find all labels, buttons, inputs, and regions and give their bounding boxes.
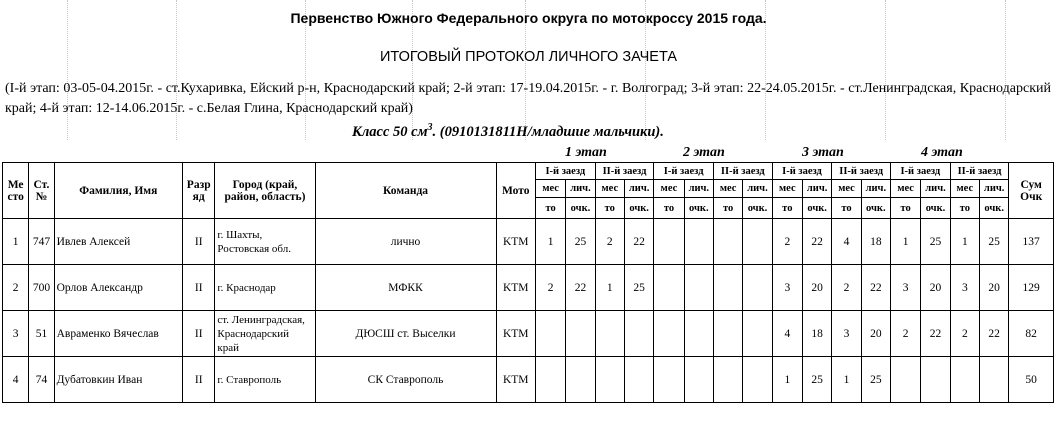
header-row — [3, 163, 1054, 180]
class-code: . (0910131811Н/младшие мальчики). — [432, 124, 664, 140]
stage-4-label: 4 этап — [921, 145, 963, 160]
to-header: то — [950, 198, 979, 219]
och-header: очк. — [921, 198, 950, 219]
stage3-heat2-header: II-й заезд — [832, 163, 891, 180]
lich-header: лич. — [921, 180, 950, 198]
och-header: очк. — [861, 198, 890, 219]
result-cell: 1 — [891, 219, 921, 265]
result-cell: 25 — [980, 219, 1009, 265]
result-cell — [595, 357, 624, 403]
results-table — [2, 162, 1054, 403]
och-header: очк. — [566, 198, 595, 219]
table-row — [3, 357, 1054, 403]
to-header: то — [832, 198, 861, 219]
result-cell: 2 — [772, 219, 802, 265]
lich-header: лич. — [684, 180, 713, 198]
table-row — [3, 265, 1054, 311]
page-title: Первенство Южного Федерального округа по мотокроссу 2015 года. — [290, 10, 767, 26]
mes-header: мес — [713, 180, 742, 198]
stage-1-label: 1 этап — [565, 145, 607, 160]
to-header: то — [595, 198, 624, 219]
result-cell — [595, 311, 624, 357]
mes-header: мес — [950, 180, 979, 198]
rank-cell: II — [183, 265, 215, 311]
table-row — [3, 219, 1054, 265]
result-cell — [713, 219, 742, 265]
result-cell — [624, 357, 653, 403]
number-cell: 747 — [29, 219, 54, 265]
result-cell — [891, 357, 921, 403]
result-cell: 20 — [980, 265, 1009, 311]
lich-header: лич. — [980, 180, 1009, 198]
class-name: Класс 50 см — [352, 124, 428, 140]
team-cell: МФКК — [315, 265, 496, 311]
result-cell — [624, 311, 653, 357]
rank-cell: II — [183, 219, 215, 265]
col-moto-header: Мото — [496, 163, 535, 219]
result-cell: 25 — [861, 357, 890, 403]
och-header: очк. — [743, 198, 772, 219]
result-cell — [713, 357, 742, 403]
result-cell — [684, 311, 713, 357]
och-header: очк. — [624, 198, 653, 219]
name-cell: Авраменко Вячеслав — [54, 311, 182, 357]
result-cell: 25 — [624, 265, 653, 311]
place-cell: 4 — [3, 357, 29, 403]
to-header: то — [891, 198, 921, 219]
result-cell: 2 — [832, 265, 861, 311]
result-cell: 4 — [772, 311, 802, 357]
result-cell: 20 — [921, 265, 950, 311]
result-cell: 18 — [861, 219, 890, 265]
result-cell — [566, 357, 595, 403]
to-header: то — [535, 198, 565, 219]
result-cell: 22 — [921, 311, 950, 357]
rank-cell: II — [183, 311, 215, 357]
result-cell: 3 — [772, 265, 802, 311]
col-sum-header: Сум Очк — [1009, 163, 1054, 219]
result-cell: 1 — [832, 357, 861, 403]
result-cell: 22 — [980, 311, 1009, 357]
protocol-title: ИТОГОВЫЙ ПРОТОКОЛ ЛИЧНОГО ЗАЧЕТА — [379, 49, 678, 65]
result-cell: 3 — [950, 265, 979, 311]
city-cell: г. Краснодар — [215, 265, 315, 311]
result-cell: 25 — [802, 357, 831, 403]
number-cell: 51 — [29, 311, 54, 357]
result-cell: 1 — [535, 219, 565, 265]
mes-header: мес — [595, 180, 624, 198]
result-cell: 4 — [832, 219, 861, 265]
col-city-header: Город (край, район, область) — [215, 163, 315, 219]
class-line — [352, 122, 664, 141]
rank-cell: II — [183, 357, 215, 403]
och-header: очк. — [980, 198, 1009, 219]
team-cell: СК Ставрополь — [315, 357, 496, 403]
name-cell: Орлов Александр — [54, 265, 182, 311]
moto-cell: KTM — [496, 357, 535, 403]
col-rank-header: Разр яд — [183, 163, 215, 219]
number-cell: 700 — [29, 265, 54, 311]
lich-header: лич. — [861, 180, 890, 198]
result-cell — [654, 357, 684, 403]
stage2-heat1-header: I-й заезд — [654, 163, 714, 180]
result-cell — [743, 311, 772, 357]
place-cell: 2 — [3, 265, 29, 311]
to-header: то — [772, 198, 802, 219]
sum-cell: 129 — [1009, 265, 1054, 311]
col-name-header: Фамилия, Имя — [54, 163, 182, 219]
mes-header: мес — [772, 180, 802, 198]
stage4-heat1-header: I-й заезд — [891, 163, 951, 180]
sum-cell: 82 — [1009, 311, 1054, 357]
stage4-heat2-header: II-й заезд — [950, 163, 1009, 180]
result-cell — [654, 265, 684, 311]
table-row — [3, 311, 1054, 357]
stage2-heat2-header: II-й заезд — [713, 163, 772, 180]
moto-cell: KTM — [496, 311, 535, 357]
city-cell: ст. Ленинградская, Краснодарский край — [215, 311, 315, 357]
result-cell — [535, 311, 565, 357]
class-superscript: 3 — [427, 122, 433, 133]
stage1-heat2-header: II-й заезд — [595, 163, 654, 180]
result-cell: 1 — [772, 357, 802, 403]
city-cell: г. Ставрополь — [215, 357, 315, 403]
result-cell — [743, 265, 772, 311]
lich-header: лич. — [566, 180, 595, 198]
result-cell — [654, 311, 684, 357]
result-cell: 22 — [624, 219, 653, 265]
result-cell: 1 — [595, 265, 624, 311]
result-cell: 2 — [595, 219, 624, 265]
lich-header: лич. — [743, 180, 772, 198]
name-cell: Дубатовкин Иван — [54, 357, 182, 403]
result-cell — [921, 357, 950, 403]
stage-3-label: 3 этап — [802, 145, 844, 160]
col-place-header: Ме сто — [3, 163, 29, 219]
stages-description: (I-й этап: 03-05-04.2015г. - ст.Кухаривка, Ейский р-н, Краснодарский край; 2-й этап: 17-19.04.2015г. - г. Волгоград; 3-й этап: 22-24.05.2015г. - ст.Ленинградская, Краснодарский край; 4-й этап: 12-14.06.2015г. - с.Белая Глина, Краснодарский край) — [5, 81, 1051, 116]
result-cell — [684, 265, 713, 311]
sum-cell: 50 — [1009, 357, 1054, 403]
result-cell: 18 — [802, 311, 831, 357]
result-cell — [713, 265, 742, 311]
result-cell — [743, 357, 772, 403]
result-cell: 20 — [861, 311, 890, 357]
result-cell: 22 — [566, 265, 595, 311]
team-cell: лично — [315, 219, 496, 265]
result-cell — [654, 219, 684, 265]
result-cell — [684, 219, 713, 265]
mes-header: мес — [535, 180, 565, 198]
result-cell — [566, 311, 595, 357]
mes-header: мес — [654, 180, 684, 198]
och-header: очк. — [802, 198, 831, 219]
result-cell: 3 — [832, 311, 861, 357]
result-cell: 22 — [802, 219, 831, 265]
name-cell: Ивлев Алексей — [54, 219, 182, 265]
result-cell: 25 — [921, 219, 950, 265]
result-cell: 2 — [535, 265, 565, 311]
result-cell: 22 — [861, 265, 890, 311]
place-cell: 1 — [3, 219, 29, 265]
mes-header: мес — [891, 180, 921, 198]
team-cell: ДЮСШ ст. Выселки — [315, 311, 496, 357]
sum-cell: 137 — [1009, 219, 1054, 265]
result-cell: 3 — [891, 265, 921, 311]
moto-cell: KTM — [496, 265, 535, 311]
lich-header: лич. — [624, 180, 653, 198]
result-cell — [950, 357, 979, 403]
result-cell: 2 — [950, 311, 979, 357]
stage3-heat1-header: I-й заезд — [772, 163, 832, 180]
och-header: очк. — [684, 198, 713, 219]
result-cell: 25 — [566, 219, 595, 265]
moto-cell: KTM — [496, 219, 535, 265]
result-cell — [980, 357, 1009, 403]
col-team-header: Команда — [315, 163, 496, 219]
stage-2-label: 2 этап — [683, 145, 725, 160]
result-cell: 20 — [802, 265, 831, 311]
lich-header: лич. — [802, 180, 831, 198]
city-cell: г. Шахты, Ростовская обл. — [215, 219, 315, 265]
col-number-header: Ст. № — [29, 163, 54, 219]
result-cell: 2 — [891, 311, 921, 357]
result-cell — [743, 219, 772, 265]
place-cell: 3 — [3, 311, 29, 357]
to-header: то — [654, 198, 684, 219]
result-cell — [684, 357, 713, 403]
stage1-heat1-header: I-й заезд — [535, 163, 595, 180]
result-cell: 1 — [950, 219, 979, 265]
number-cell: 74 — [29, 357, 54, 403]
result-cell — [535, 357, 565, 403]
to-header: то — [713, 198, 742, 219]
result-cell — [713, 311, 742, 357]
mes-header: мес — [832, 180, 861, 198]
